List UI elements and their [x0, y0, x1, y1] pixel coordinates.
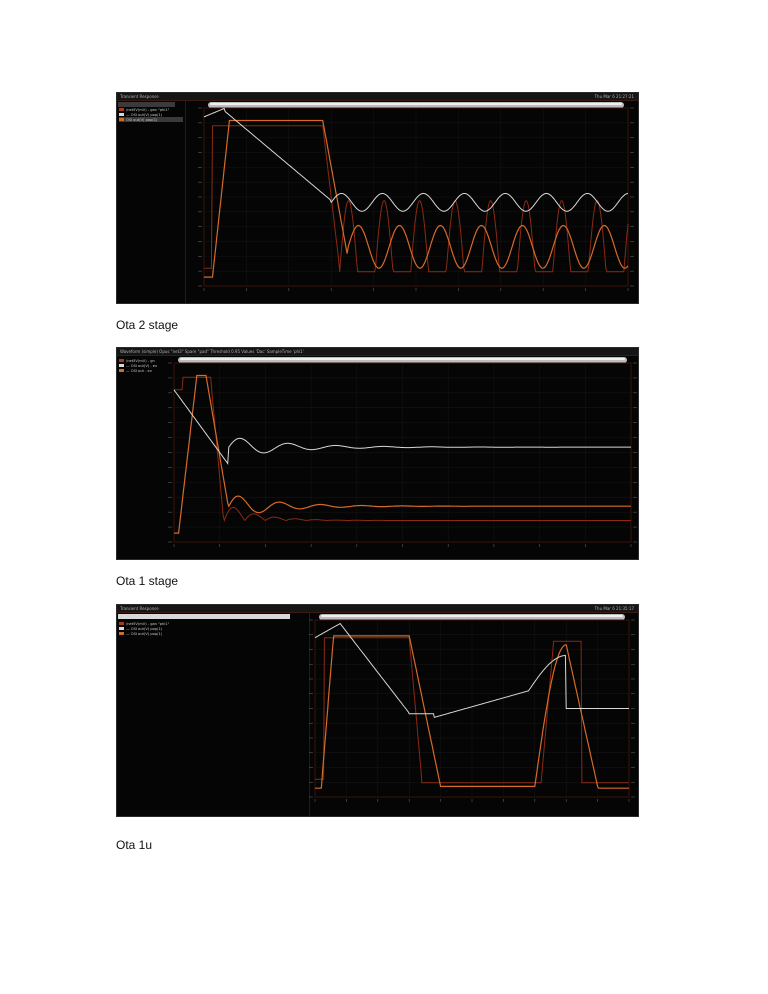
waveform-screenshot-1: [116, 92, 639, 304]
waveform-screenshot-2: [116, 347, 639, 560]
waveform-plot: [117, 605, 638, 816]
legend-label: — OSI out(V) pop(1): [126, 626, 163, 631]
waveform-plot: [117, 348, 638, 559]
legend-label: OSI out(V) pop(1): [126, 117, 158, 122]
waveform-screenshot-3: [116, 604, 639, 817]
legend-label: /net5V(mV) - gan "phi1": [126, 621, 170, 626]
waveform-plot: [117, 93, 638, 303]
figure-caption: Ota 2 stage: [116, 318, 179, 332]
window-title: Waveform (simple) Opus "net3" Spare "pad" Threshold 0.95 Values 'Dac' SampleTime 'phi1': [120, 349, 304, 354]
legend-label: — OSI out(V) - ev: [126, 363, 158, 368]
window-title: Transient Response: [120, 606, 159, 611]
window-date: Thu Mar 6 21:35:17: [594, 606, 634, 611]
scrollbar-thumb: [210, 103, 622, 105]
legend-label: /net5V(mV) - gan "phi1": [126, 107, 170, 112]
figure-caption: Ota 1u: [116, 838, 153, 852]
window-date: Thu Mar 6 21:27:21: [594, 94, 634, 99]
scrollbar-thumb: [180, 358, 625, 360]
legend-label: — OSI out - ev: [126, 368, 152, 373]
legend-label: — OSI out(V) pop(1): [126, 112, 163, 117]
legend-label: — OSI out(V) pop(1): [126, 631, 163, 636]
figure-caption: Ota 1 stage: [116, 574, 179, 588]
window-title: Transient Response: [120, 94, 159, 99]
scrollbar-thumb: [321, 615, 623, 617]
legend-label: /net5V(mV) - gn: [126, 358, 155, 363]
